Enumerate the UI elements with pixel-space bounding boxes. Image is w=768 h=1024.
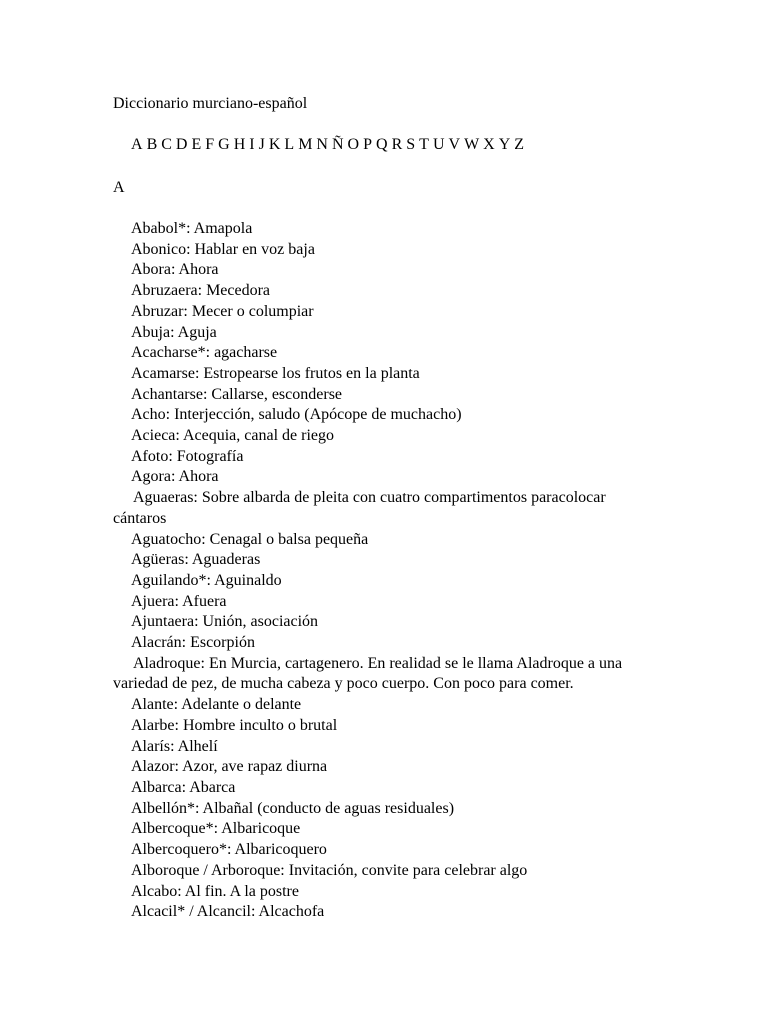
alphabet-letter-link[interactable]: M bbox=[298, 136, 313, 153]
alphabet-letter-link[interactable]: K bbox=[268, 136, 281, 153]
entry-list bbox=[113, 219, 658, 923]
alphabet-letter-link[interactable]: J bbox=[258, 136, 265, 153]
alphabet-letter-link[interactable]: Z bbox=[514, 136, 525, 153]
dictionary-entry: Alarbe: Hombre inculto o brutal bbox=[131, 716, 338, 734]
alphabet-letter-link[interactable]: A bbox=[131, 136, 143, 153]
alphabet-letter-link[interactable]: I bbox=[249, 136, 255, 153]
alphabet-letter-link[interactable]: W bbox=[464, 136, 480, 153]
alphabet-letter-link[interactable]: X bbox=[483, 136, 495, 153]
document-title: Diccionario murciano-español bbox=[113, 95, 308, 112]
alphabet-letter-link[interactable]: N bbox=[316, 136, 328, 153]
dictionary-entry: Alazor: Azor, ave rapaz diurna bbox=[131, 758, 328, 776]
dictionary-entry: Acamarse: Estropearse los frutos en la planta bbox=[131, 364, 420, 382]
alphabet-letter-link[interactable]: B bbox=[146, 136, 158, 153]
dictionary-entry: Alcabo: Al fin. A la postre bbox=[131, 882, 299, 900]
dictionary-entry: Alboroque / Arboroque: Invitación, convite para celebrar algo bbox=[131, 861, 528, 879]
dictionary-entry: Alacrán: Escorpión bbox=[131, 634, 255, 652]
dictionary-entry: Albarca: Abarca bbox=[131, 778, 236, 796]
alphabet-index bbox=[131, 135, 528, 155]
dictionary-entry: Abonico: Hablar en voz baja bbox=[131, 240, 315, 258]
dictionary-entry: Albercoque*: Albaricoque bbox=[131, 820, 301, 838]
dictionary-entry: Ajuntaera: Unión, asociación bbox=[131, 613, 319, 631]
dictionary-entry: Alarís: Alhelí bbox=[131, 737, 218, 755]
alphabet-letter-link[interactable]: O bbox=[347, 136, 360, 153]
alphabet-letter-link[interactable]: Y bbox=[498, 136, 511, 153]
alphabet-letter-link[interactable]: H bbox=[233, 136, 246, 153]
alphabet-letter-link[interactable]: S bbox=[406, 136, 416, 153]
dictionary-entry: Alante: Adelante o delante bbox=[131, 696, 302, 714]
alphabet-letter-link[interactable]: E bbox=[191, 136, 202, 153]
dictionary-entry: Aguilando*: Aguinaldo bbox=[131, 571, 282, 589]
dictionary-entry: Afoto: Fotografía bbox=[131, 447, 244, 465]
dictionary-entry: Agora: Ahora bbox=[131, 468, 219, 486]
dictionary-entry: Aladroque: En Murcia, cartagenero. En realidad se le llama Aladroque a una variedad de pez, de mucha cabeza y poco cuerpo. Con poco para comer. bbox=[113, 654, 623, 693]
alphabet-letter-link[interactable]: P bbox=[363, 136, 373, 153]
alphabet-letter-link[interactable]: C bbox=[161, 136, 172, 153]
alphabet-letter-link[interactable]: L bbox=[284, 136, 295, 153]
dictionary-entry: Achantarse: Callarse, esconderse bbox=[131, 385, 343, 403]
alphabet-letter-link[interactable]: D bbox=[175, 136, 188, 153]
dictionary-entry: Agüeras: Aguaderas bbox=[131, 551, 261, 569]
dictionary-entry: Abruzaera: Mecedora bbox=[131, 282, 271, 300]
dictionary-entry: Ababol*: Amapola bbox=[131, 220, 253, 237]
dictionary-entry: Abora: Ahora bbox=[131, 261, 219, 279]
alphabet-letter-link[interactable]: R bbox=[391, 136, 403, 153]
dictionary-entry: Alcacil* / Alcancil: Alcachofa bbox=[131, 903, 325, 921]
alphabet-letter-link[interactable]: Ñ bbox=[331, 136, 344, 153]
dictionary-entry: Acho: Interjección, saludo (Apócope de muchacho) bbox=[131, 406, 462, 424]
alphabet-letter-link[interactable]: F bbox=[205, 136, 215, 153]
dictionary-entry: Abuja: Aguja bbox=[131, 323, 217, 341]
alphabet-letter-link[interactable]: U bbox=[432, 136, 445, 153]
dictionary-entry: Ajuera: Afuera bbox=[131, 592, 227, 610]
dictionary-entry: Abruzar: Mecer o columpiar bbox=[131, 302, 314, 320]
section-heading-letter: A bbox=[113, 179, 125, 196]
dictionary-entry: Acieca: Acequia, canal de riego bbox=[131, 427, 334, 445]
alphabet-letter-link[interactable]: Q bbox=[376, 136, 388, 153]
dictionary-entry: Acacharse*: agacharse bbox=[131, 344, 278, 362]
dictionary-entry: Albellón*: Albañal (conducto de aguas residuales) bbox=[131, 799, 455, 817]
dictionary-entry: Aguaeras: Sobre albarda de pleita con cuatro compartimentos paracolocar cántaros bbox=[113, 489, 606, 527]
alphabet-letter-link[interactable]: V bbox=[448, 136, 461, 153]
alphabet-letter-link[interactable]: T bbox=[419, 136, 429, 153]
dictionary-entry: Albercoquero*: Albaricoquero bbox=[131, 841, 327, 859]
alphabet-letter-link[interactable]: G bbox=[218, 136, 230, 153]
dictionary-entry: Aguatocho: Cenagal o balsa pequeña bbox=[131, 530, 369, 548]
